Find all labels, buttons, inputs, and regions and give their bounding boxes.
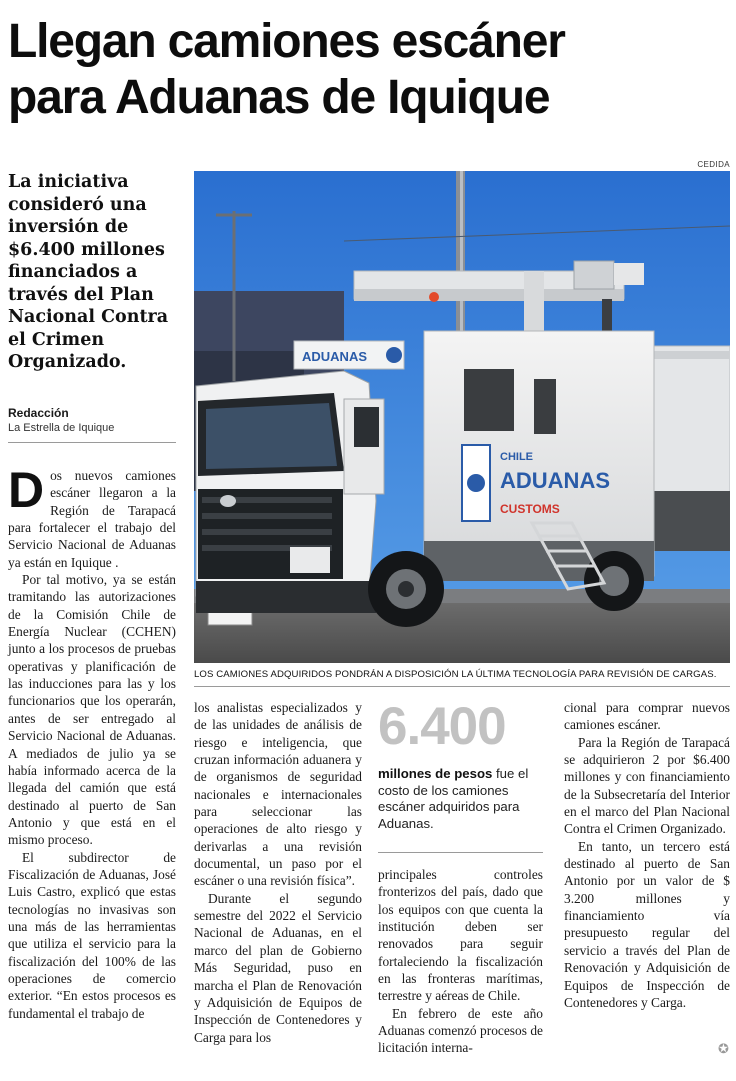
article-column-4	[564, 699, 730, 1011]
highlight-stat-label-rest: fue el costo de los camiones escáner adquiridos para Aduanas.	[378, 766, 529, 831]
headline	[8, 14, 730, 126]
column-2-paragraph-2: Durante el segundo semestre del 2022 el Servicio Nacional de Aduanas, en el marco del plan de Gobierno Más Seguridad, puso en marcha el Plan de Renovación y Adquisición de Equipos de Inspección de Contenedores y Carga para los	[194, 890, 362, 1045]
highlight-stat-label-bold: millones de pesos	[378, 766, 493, 781]
column-4-paragraph-2: Para la Región de Tarapacá se adquirieron 2 por $6.400 millones y con financiamiento de la Subsecretaría del Interior en el marco del Plan Nacional Contra el Crimen Organizado.	[564, 734, 730, 837]
truck-sign-chile: CHILE	[500, 451, 533, 463]
byline	[8, 406, 176, 435]
cab-sign-aduanas: ADUANAS	[302, 349, 367, 364]
column-1-paragraph-1-text: os nuevos camiones escáner llegaron a la Región de Tarapacá para fortalecer el trabajo del Servicio Nacional de Aduanas ya están en Iquique .	[8, 468, 176, 570]
truck-sign-customs: CUSTOMS	[500, 502, 560, 516]
stat-divider	[378, 852, 543, 853]
column-3-paragraph-2: En febrero de este año Aduanas comenzó procesos de licitación interna-	[378, 1005, 543, 1056]
column-2-paragraph-1: los analistas especializados y de las unidades de análisis de riesgo e inteligencia, que cruzan información aduanera y de organismos de seguridad nacionales e internacionales para seleccionar las operaciones de alto riesgo y derivarlas a una revisión documental, un paso por el escáner o una revisión física”.	[194, 700, 362, 889]
article-column-2	[194, 699, 362, 1046]
drop-cap: D	[8, 462, 45, 518]
truck-sign-aduanas: ADUANAS	[500, 468, 610, 493]
article-column-3	[378, 866, 543, 1057]
byline-author: Redacción	[8, 406, 69, 420]
end-of-article-mark: ✪	[718, 1041, 729, 1056]
column-1-paragraph-1	[8, 462, 176, 571]
photo-caption: LOS CAMIONES ADQUIRIDOS PONDRÁN A DISPOSICIÓN LA ÚLTIMA TECNOLOGÍA PARA REVISIÓN DE CARGAS.	[194, 669, 717, 680]
headline-line-2: para Aduanas de Iquique	[8, 71, 550, 124]
column-3-paragraph-1: principales controles fronterizos del país, dado que los equipos con que cuenta la institución deben ser renovados para seguir fortaleciendo la fiscalización en las fronteras marítimas, terrestre y aéreas de Chile.	[378, 867, 543, 1004]
byline-publication: La Estrella de Iquique	[8, 422, 115, 434]
column-4-paragraph-1: cional para comprar nuevos camiones escáner.	[564, 700, 730, 733]
byline-divider	[8, 442, 176, 443]
highlight-stat-number: 6.400	[378, 697, 506, 756]
article-column-1	[8, 462, 176, 1022]
headline-line-1: Llegan camiones escáner	[8, 15, 565, 68]
article-photo	[194, 171, 730, 663]
column-1-paragraph-3: El subdirector de Fiscalización de Aduanas, José Luis Castro, explicó que estas tecnologías no invasivas son una más de las herramientas que utiliza el servicio para la fiscalización del 100% de las operaciones de comercio exterior. “En estos procesos es fundamental el trabajo de	[8, 849, 176, 1021]
column-4-paragraph-3: En tanto, un tercero está destinado al puerto de San Antonio por un valor de $ 3.200 millones y financiamiento vía presupuesto regular del servicio a través del Plan de Renovación y Adquisición de Equipos de Inspección de Contenedores y Carga.	[564, 838, 730, 1010]
caption-divider	[194, 686, 730, 687]
photo-credit: CEDIDA	[697, 160, 730, 169]
column-1-paragraph-2: Por tal motivo, ya se están tramitando las autorizaciones de la Comisión Chile de Energía Nuclear (CCHEN) junto a los procesos de pruebas operativas y planificación de las inducciones para las y los funcionarios que los operarán, antes de ser entregado al Servicio Nacional de Aduanas. A mediados de julio ya se había informado acerca de la llegada del camión que está destinado al puerto de San Antonio y que está en el mismo proceso.	[8, 572, 176, 848]
highlight-stat-description	[378, 766, 543, 832]
article-summary: La iniciativa consideró una inversión de $6.400 millones financiados a través del Plan Nacional Contra el Crimen Organizado.	[8, 172, 169, 372]
scanner-truck-illustration	[194, 171, 730, 663]
